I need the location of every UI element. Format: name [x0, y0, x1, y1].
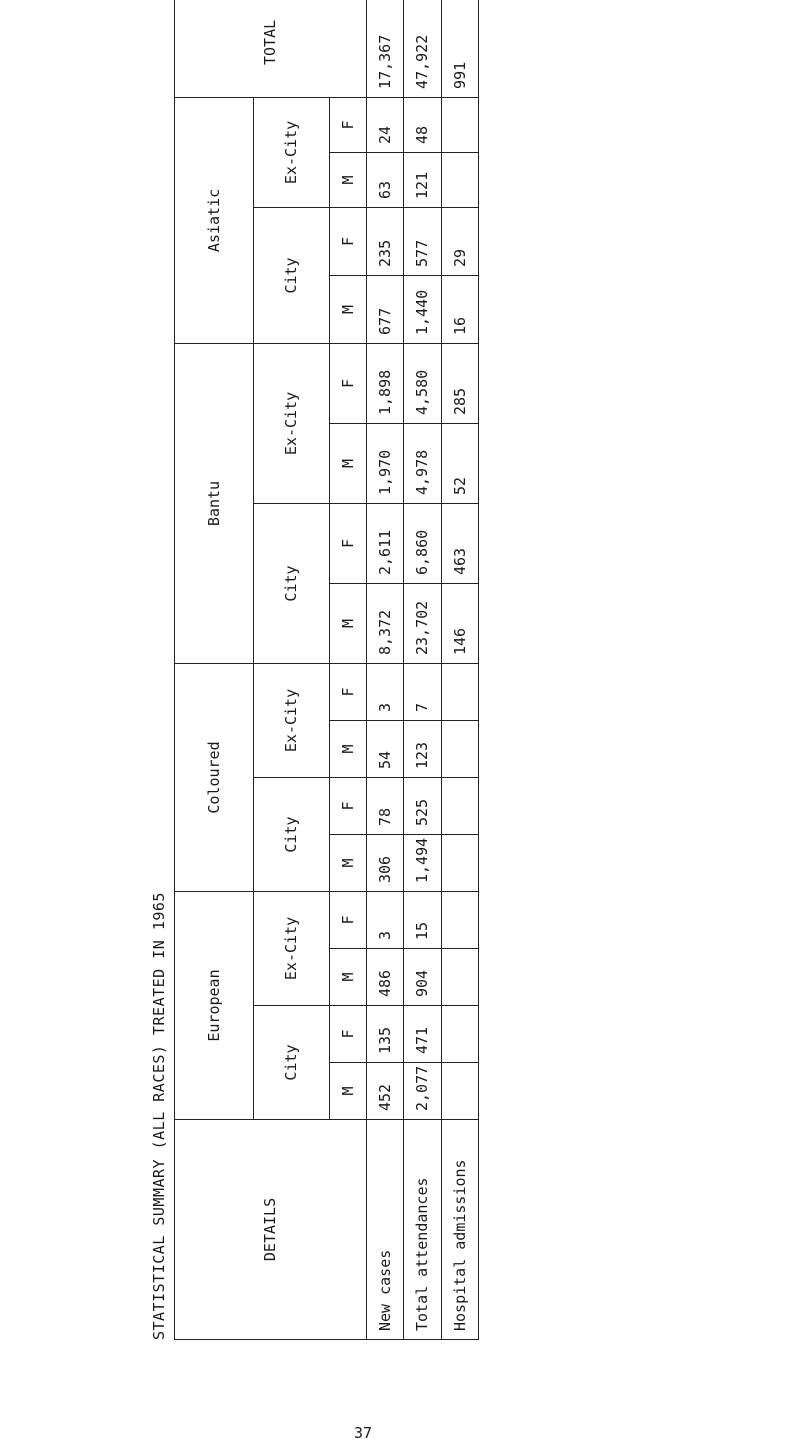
table-cell: 48: [404, 97, 441, 152]
table-cell: 4,978: [404, 424, 441, 504]
sex-header: F: [329, 97, 366, 152]
table-cell: 78: [366, 778, 403, 835]
table-cell: [441, 721, 478, 778]
total-cell: 17,367: [366, 0, 403, 97]
sex-header: M: [329, 424, 366, 504]
subgroup-header: City: [253, 778, 329, 892]
subgroup-header: City: [253, 1006, 329, 1120]
table-cell: 15: [404, 892, 441, 949]
table-cell: 235: [366, 207, 403, 275]
group-header-bantu: Bantu: [175, 343, 254, 663]
table-cell: 677: [366, 275, 403, 343]
total-cell: 991: [441, 0, 478, 97]
table-cell: 4,580: [404, 343, 441, 423]
table-cell: 577: [404, 207, 441, 275]
group-header-coloured: Coloured: [175, 664, 254, 892]
table-cell: 486: [366, 949, 403, 1006]
total-cell: 47,922: [404, 0, 441, 97]
table-cell: 1,440: [404, 275, 441, 343]
table-cell: 525: [404, 778, 441, 835]
total-header: TOTAL: [175, 0, 367, 97]
table-cell: [441, 97, 478, 152]
subgroup-header: Ex-City: [253, 343, 329, 503]
table-cell: [441, 1063, 478, 1120]
table-cell: 2,077: [404, 1063, 441, 1120]
sex-header: M: [329, 1063, 366, 1120]
table-cell: 8,372: [366, 584, 403, 664]
table-cell: 123: [404, 721, 441, 778]
subgroup-header: Ex-City: [253, 97, 329, 207]
table-cell: 904: [404, 949, 441, 1006]
table-row-total-attendances: [404, 0, 441, 1340]
table-cell: 135: [366, 1006, 403, 1063]
row-label: Total attendances: [404, 1120, 441, 1340]
table-cell: 285: [441, 343, 478, 423]
table-cell: 63: [366, 152, 403, 207]
table-cell: 1,970: [366, 424, 403, 504]
table-cell: [441, 892, 478, 949]
sex-header: F: [329, 778, 366, 835]
subgroup-header: City: [253, 504, 329, 664]
table-cell: [441, 1006, 478, 1063]
table-row-hospital-admissions: [441, 0, 478, 1340]
table-cell: 2,611: [366, 504, 403, 584]
details-header: DETAILS: [175, 1120, 367, 1340]
subgroup-header: Ex-City: [253, 892, 329, 1006]
table-cell: 3: [366, 664, 403, 721]
sex-header: M: [329, 152, 366, 207]
row-label: New cases: [366, 1120, 403, 1340]
sex-header: F: [329, 1006, 366, 1063]
table-cell: 52: [441, 424, 478, 504]
sex-header: M: [329, 275, 366, 343]
table-cell: 29: [441, 207, 478, 275]
table-cell: 23,702: [404, 584, 441, 664]
table-cell: 306: [366, 835, 403, 892]
table-cell: 463: [441, 504, 478, 584]
table-row-new-cases: [366, 0, 403, 1340]
sex-header: F: [329, 664, 366, 721]
sex-header: M: [329, 835, 366, 892]
table-cell: 3: [366, 892, 403, 949]
subgroup-header: Ex-City: [253, 664, 329, 778]
group-header-asiatic: Asiatic: [175, 97, 254, 343]
table-cell: 146: [441, 584, 478, 664]
table-cell: 1,494: [404, 835, 441, 892]
table-cell: 6,860: [404, 504, 441, 584]
table-cell: 54: [366, 721, 403, 778]
rotated-page-content: [150, 19, 480, 1340]
table-cell: 471: [404, 1006, 441, 1063]
table-cell: 1,898: [366, 343, 403, 423]
table-cell: [441, 152, 478, 207]
table-cell: [441, 835, 478, 892]
table-cell: 16: [441, 275, 478, 343]
row-label: Hospital admissions: [441, 1120, 478, 1340]
sex-header: M: [329, 584, 366, 664]
sex-header: F: [329, 343, 366, 423]
table-cell: [441, 949, 478, 1006]
table-cell: 121: [404, 152, 441, 207]
table-cell: 452: [366, 1063, 403, 1120]
subgroup-header: City: [253, 207, 329, 343]
table-cell: [441, 664, 478, 721]
statistical-summary-table: [174, 0, 479, 1340]
page-number: 37: [354, 1424, 373, 1442]
table-cell: 7: [404, 664, 441, 721]
table-cell: 24: [366, 97, 403, 152]
sex-header: M: [329, 721, 366, 778]
sex-header: F: [329, 207, 366, 275]
group-header-european: European: [175, 892, 254, 1120]
sex-header: F: [329, 504, 366, 584]
sex-header: M: [329, 949, 366, 1006]
table-cell: [441, 778, 478, 835]
sex-header: F: [329, 892, 366, 949]
page-title: STATISTICAL SUMMARY (ALL RACES) TREATED IN 1965: [150, 892, 168, 1340]
